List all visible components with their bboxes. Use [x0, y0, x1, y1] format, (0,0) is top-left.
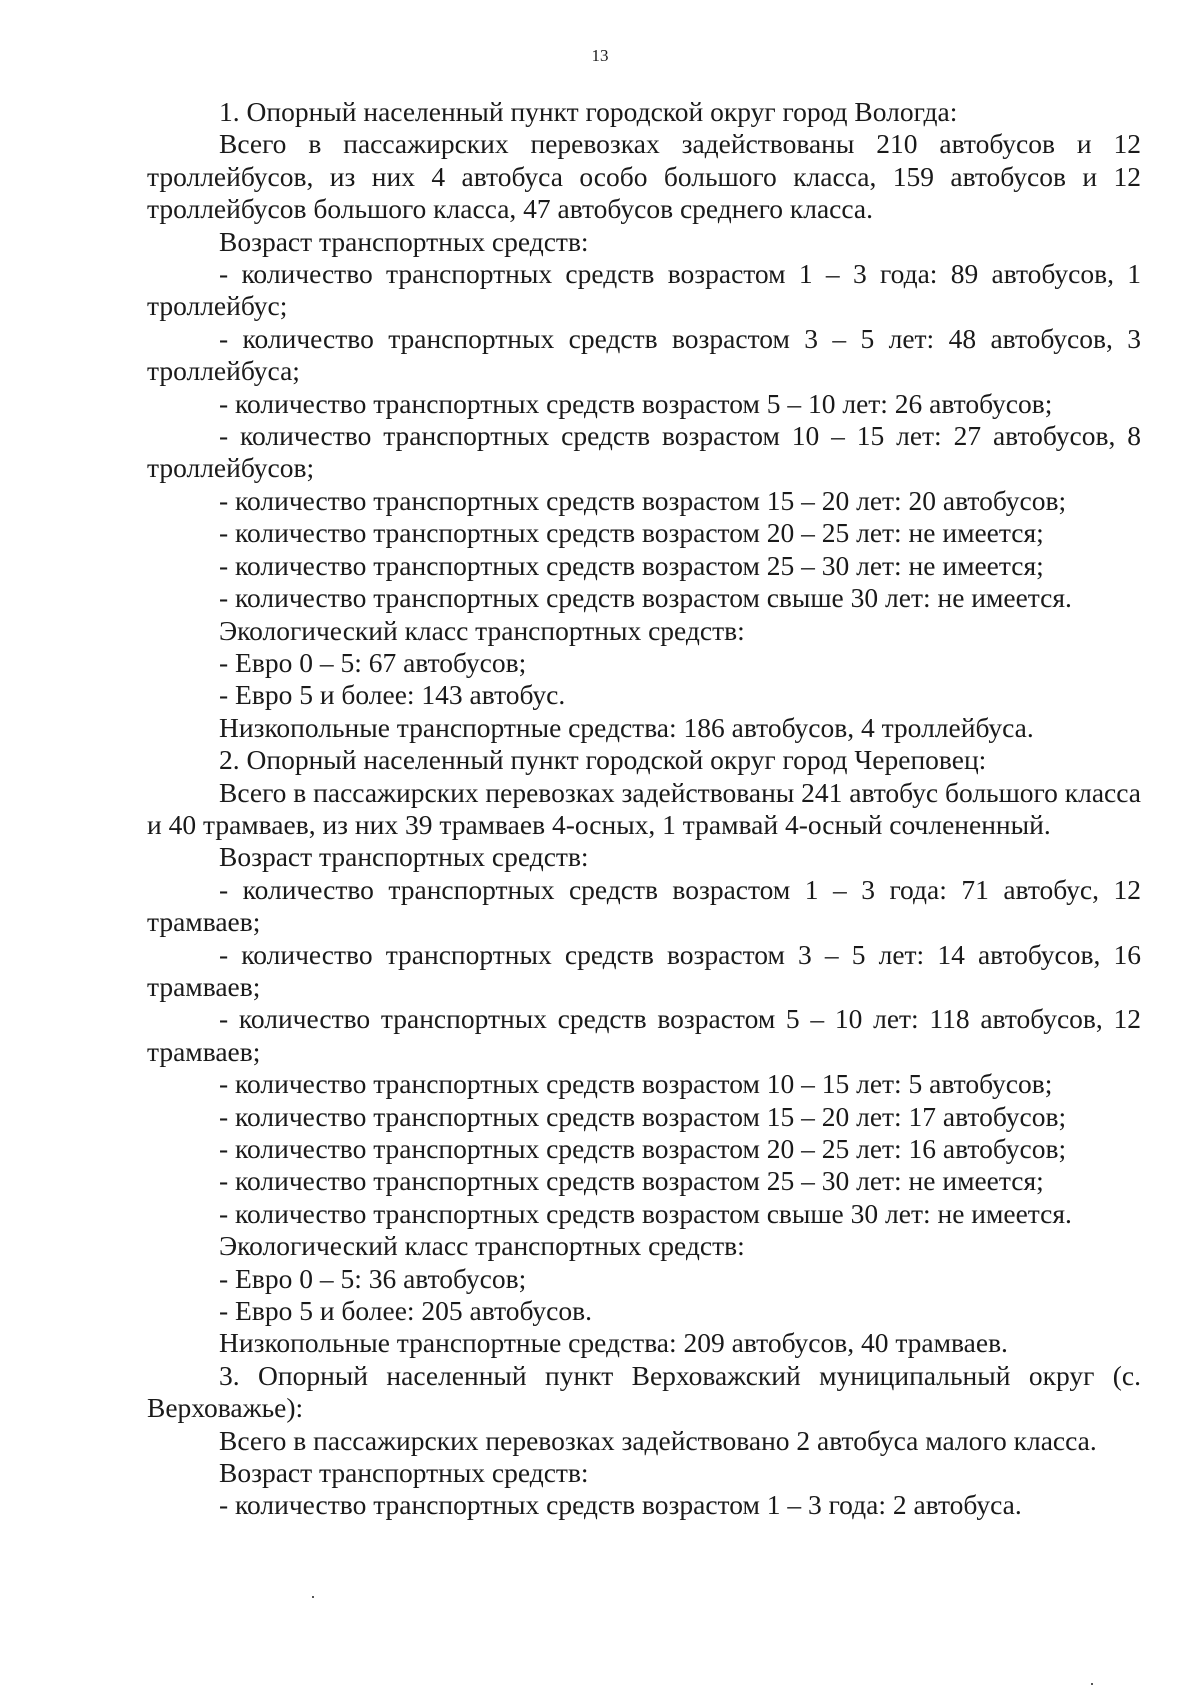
- list-item: - количество транспортных средств возрастом 3 – 5 лет: 48 автобусов, 3 троллейбуса;: [147, 322, 1141, 387]
- list-item: - количество транспортных средств возрастом 25 – 30 лет: не имеется;: [219, 549, 1044, 581]
- section-1-low-floor: Низкопольные транспортные средства: 186 автобусов, 4 троллейбуса.: [219, 711, 1034, 743]
- list-item: - количество транспортных средств возрастом свыше 30 лет: не имеется.: [219, 1197, 1072, 1229]
- section-2-heading: 2. Опорный населенный пункт городской округ город Череповец:: [219, 744, 987, 776]
- section-3-summary: Всего в пассажирских перевозках задействовано 2 автобуса малого класса.: [219, 1424, 1097, 1456]
- list-item: - количество транспортных средств возрастом 5 – 10 лет: 26 автобусов;: [219, 387, 1053, 419]
- section-2-age-heading: Возраст транспортных средств:: [219, 841, 589, 873]
- list-item: - количество транспортных средств возрастом 1 – 3 года: 71 автобус, 12 трамваев;: [147, 873, 1141, 938]
- section-2-eco-heading: Экологический класс транспортных средств:: [219, 1230, 745, 1262]
- section-1-age-heading: Возраст транспортных средств:: [219, 225, 589, 257]
- list-item: - количество транспортных средств возрастом 10 – 15 лет: 5 автобусов;: [219, 1068, 1053, 1100]
- section-3-age-heading: Возраст транспортных средств:: [219, 1457, 589, 1489]
- list-item: - количество транспортных средств возрастом 3 – 5 лет: 14 автобусов, 16 трамваев;: [147, 938, 1141, 1002]
- section-1-summary: Всего в пассажирских перевозках задействованы 210 автобусов и 12 троллейбусов, из них 4 автобуса особо большого класса, 159 автобусов и 12 троллейбусов большого класса, 47 автобусов среднего класса.: [147, 128, 1141, 225]
- list-item: - количество транспортных средств возрастом 5 – 10 лет: 118 автобусов, 12 трамваев;: [147, 1003, 1141, 1067]
- list-item: - Евро 5 и более: 143 автобус.: [219, 679, 566, 711]
- list-item: - количество транспортных средств возрастом 20 – 25 лет: не имеется;: [219, 517, 1044, 549]
- list-item: - количество транспортных средств возрастом 15 – 20 лет: 20 автобусов;: [219, 484, 1067, 516]
- list-item: - Евро 0 – 5: 36 автобусов;: [219, 1262, 527, 1294]
- list-item: - количество транспортных средств возрастом 20 – 25 лет: 16 автобусов;: [219, 1133, 1067, 1164]
- section-3-heading: 3. Опорный населенный пункт Верховажский муниципальный округ (с. Верховажье):: [147, 1359, 1141, 1424]
- list-item: - Евро 0 – 5: 67 автобусов;: [219, 646, 527, 678]
- list-item: - количество транспортных средств возрастом свыше 30 лет: не имеется.: [219, 582, 1072, 614]
- list-item: - количество транспортных средств возрастом 10 – 15 лет: 27 автобусов, 8 троллейбусов;: [147, 420, 1141, 484]
- scan-speck: [312, 1596, 314, 1598]
- section-1-eco-heading: Экологический класс транспортных средств:: [219, 614, 745, 646]
- document-body: [147, 96, 1141, 1522]
- section-2-low-floor: Низкопольные транспортные средства: 209 автобусов, 40 трамваев.: [219, 1327, 1008, 1359]
- list-item: - Евро 5 и более: 205 автобусов.: [219, 1295, 592, 1327]
- section-2-summary: Всего в пассажирских перевозках задействованы 241 автобус большого класса и 40 трамваев, из них 39 трамваев 4-осных, 1 трамвай 4-осный сочлененный.: [147, 776, 1141, 840]
- section-1-heading: 1. Опорный населенный пункт городской округ город Вологда:: [219, 96, 958, 127]
- page-number: 13: [591, 46, 609, 65]
- list-item: - количество транспортных средств возрастом 25 – 30 лет: не имеется;: [219, 1165, 1044, 1197]
- list-item: - количество транспортных средств возрастом 15 – 20 лет: 17 автобусов;: [219, 1100, 1067, 1132]
- scan-speck: [1091, 1683, 1093, 1685]
- list-item: - количество транспортных средств возрастом 1 – 3 года: 2 автобуса.: [219, 1489, 1022, 1521]
- list-item: - количество транспортных средств возрастом 1 – 3 года: 89 автобусов, 1 троллейбус;: [147, 258, 1141, 322]
